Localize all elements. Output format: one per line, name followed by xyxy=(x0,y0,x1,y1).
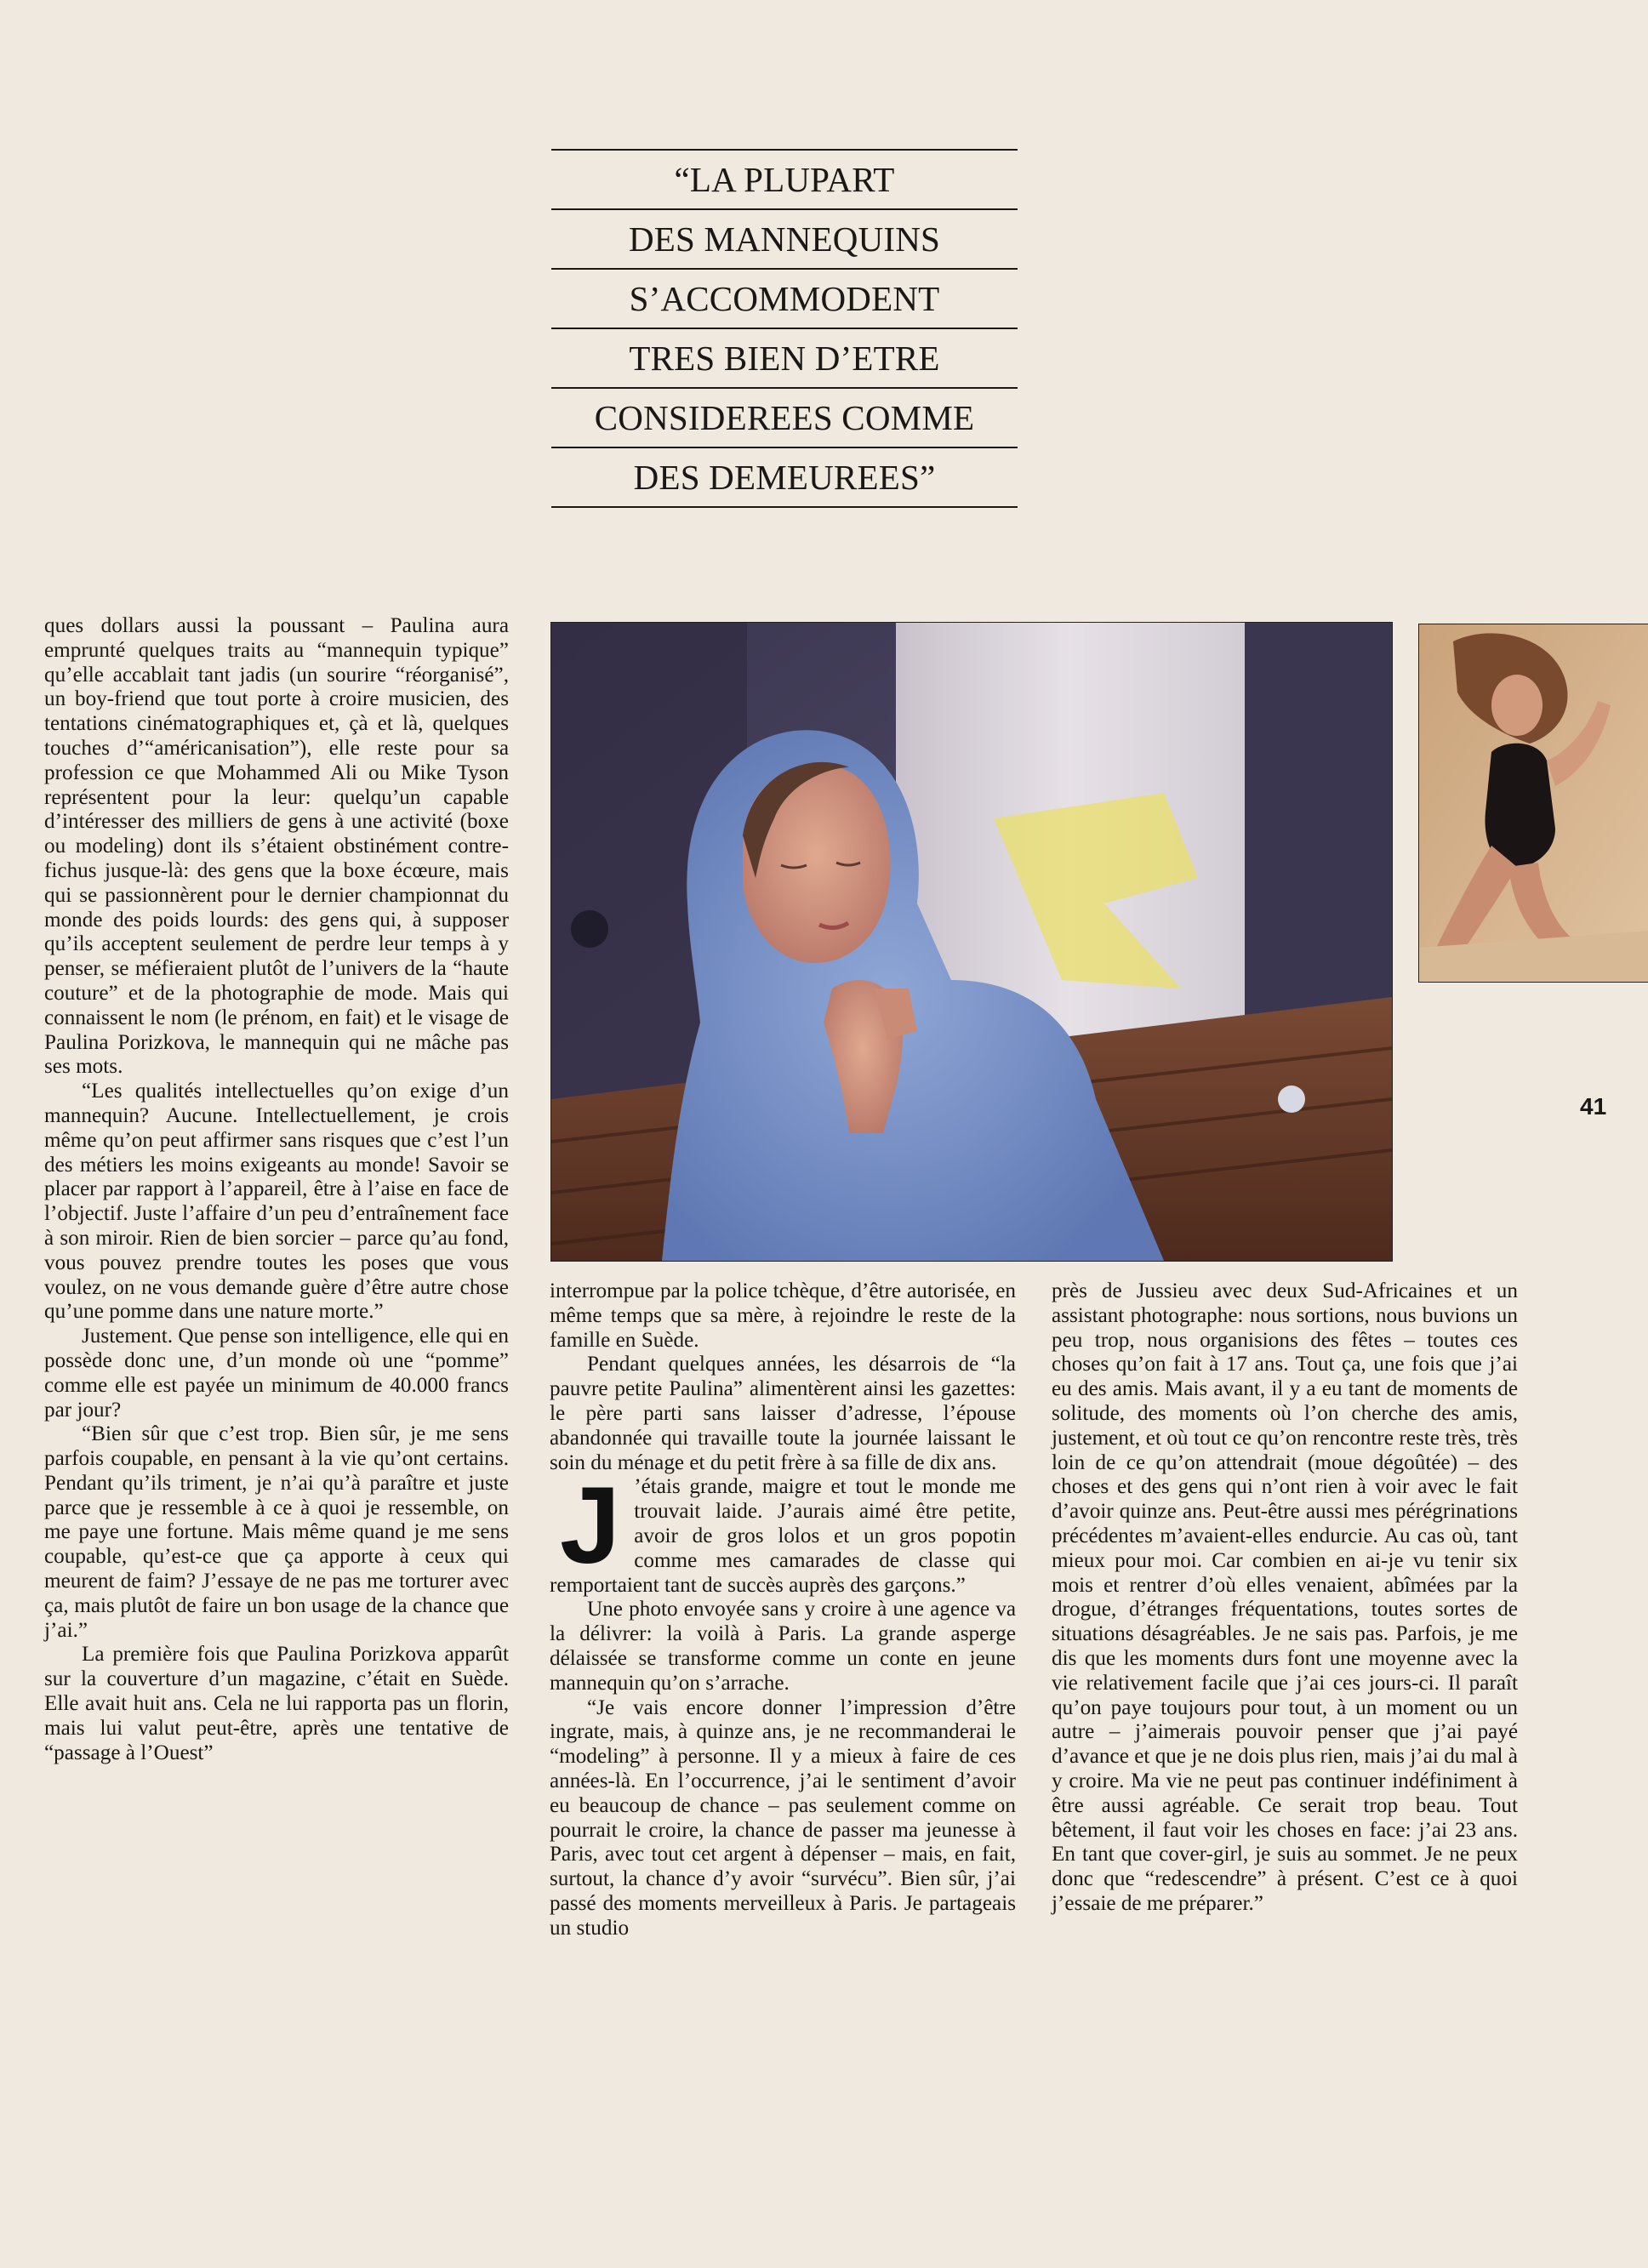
side-photo-illustration xyxy=(1419,624,1648,982)
pull-quote-line: TRES BIEN D’ETRE xyxy=(551,328,1018,387)
main-photo xyxy=(550,622,1393,1262)
article-column-2 xyxy=(550,1279,1016,1941)
dropcap-paragraph-text: ’étais grande, maigre et tout le monde me trouvait laide. J’aurais aimé être petite, avoir de gros lolos et un gros popotin comme mes camarades de classe qui remportaient tant de succès auprès des garçons.” xyxy=(550,1475,1016,1597)
drop-cap: J xyxy=(560,1465,621,1587)
dropcap-paragraph xyxy=(550,1465,1016,1598)
paragraph: interrompue par la police tchèque, d’être autorisée, en même temps que sa mère, à rejoindre le reste de la famille en Suède. xyxy=(550,1279,1016,1352)
pull-quote-line: DES DEMEUREES” xyxy=(551,447,1018,508)
paragraph: ques dollars aussi la poussant – Paulina aura emprunté quelques traits au “mannequin typique” qu’elle accablait tant jadis (un sourire “réorganisé”, un boy-friend que tout porte à croire musicien, des tentations cinématographiques et, çà et là, quelques touches d’“américanisation”), elle reste pour sa profession ce que Mohammed Ali ou Mike Tyson représentent pour la leur: quelqu’un capable d’intéresser des milliers de gens à une activité (boxe ou modeling) dont ils s’étaient obstinément contre-fichus jusque-là: des gens que la boxe écœure, mais qui se passionnèrent pour le dernier championnat du monde des poids lourds: des gens qui, à supposer qu’ils acceptent seulement de perdre leur temps à y penser, se méfieraient plutôt de l’univers de la “haute couture” et de la photographie de mode. Mais qui connaissent le nom (le prénom, en fait) et le visage de Paulina Porizkova, le mannequin qui ne mâche pas ses mots. xyxy=(44,614,509,1079)
paragraph: “Je vais encore donner l’impression d’être ingrate, mais, à quinze ans, je ne recommanderai le “modeling” à personne. Il y a mieux à faire de ces années-là. En l’occurrence, j’ai le sentiment d’avoir eu beaucoup de chance – pas seulement comme on pourrait le croire, la chance de passer ma jeunesse à Paris, avec tout cet argent à dépenser – mais, en fait, surtout, la chance d’y avoir “survécu”. Bien sûr, j’ai passé des moments merveilleux à Paris. Je partageais un studio xyxy=(550,1695,1016,1940)
paragraph: près de Jussieu avec deux Sud-Africaines et un assistant photographe: nous sortions, nous buvions un peu trop, nous organisions des fêtes – toutes ces choses qu’on fait à 17 ans. Tout ça, une fois que j’ai eu des amis. Mais avant, il y a eu tant de moments de solitude, des moments où l’on cherche des amis, justement, et où tout ce qu’on rencontre reste très, très loin de ce qu’on attendrait (moue dégoûtée) – des choses et des gens qui n’ont rien à voir avec le fait d’avoir quinze ans. Peut-être aussi mes pérégrinations précédentes m’avaient-elles endurcie. Au cas où, tant mieux pour moi. Car combien en ai-je vu tenir six mois et rentrer d’où elles venaient, abîmées par la drogue, d’étranges fréquentations, toutes sortes de situations désagréables. Je ne sais pas. Parfois, je me dis que les moments durs font une moyenne avec la vie relativement facile que j’ai ces jours-ci. Il paraît qu’on paye toujours pour tout, à un moment ou un autre – j’aimerais pouvoir penser que j’ai payé d’avance et que je ne dois plus rien, mais j’ai du mal à y croire. Ma vie ne peut pas continuer indéfiniment à être aussi agréable. Ce serait trop beau. Tout bêtement, il faut voir les choses en face: j’ai 23 ans. En tant que cover-girl, je suis au sommet. Je ne peux donc que “redescendre” à présent. C’est ce à quoi j’essaie de me préparer.” xyxy=(1052,1279,1518,1915)
article-column-1 xyxy=(44,614,509,1765)
paragraph: Pendant quelques années, les désarrois de “la pauvre petite Paulina” alimentèrent ainsi les gazettes: le père parti sans laisser d’adresse, l’épouse abandonnée qui travaille toute la journée laissant le soin du ménage et du petit frère à sa fille de dix ans. xyxy=(550,1353,1016,1474)
paragraph: “Les qualités intellectuelles qu’on exige d’un mannequin? Aucune. Intellectuellement, je crois même qu’on peut affirmer sans risques que c’est l’un des métiers les moins exigeants au monde! Savoir se placer par rapport à l’appareil, être à l’aise en face de l’objectif. Juste l’affaire d’un peu d’entraînement face à son miroir. Rien de bien sorcier – parce qu’au fond, vous pouvez prendre toutes les poses que vous voulez, on ne vous demande guère d’être autre chose qu’une pomme dans une nature morte.” xyxy=(44,1080,509,1324)
paragraph: “Bien sûr que c’est trop. Bien sûr, je me sens parfois coupable, en pensant à la vie qu’ont certains. Pendant qu’ils triment, je n’ai qu’à paraître et juste parce que je ressemble à ce à quoi je ressemble, on me paye une fortune. Mais même quand je me sens coupable, qu’est-ce que ça apporte à ceux qui meurent de faim? J’essaye de ne pas me torturer avec ça, mais plutôt de faire un bon usage de la chance que j’ai.” xyxy=(44,1422,509,1642)
pull-quote-line: CONSIDEREES COMME xyxy=(551,387,1018,447)
paragraph: Justement. Que pense son intelligence, elle qui en possède donc une, d’un monde où une “pomme” comme elle est payée un minimum de 40.000 francs par jour? xyxy=(44,1325,509,1422)
pull-quote-line: S’ACCOMMODENT xyxy=(551,268,1018,328)
paragraph: Une photo envoyée sans y croire à une agence va la délivrer: la voilà à Paris. La grande asperge délaissée se transforme comme un conte en jeune mannequin qu’on s’arrache. xyxy=(550,1598,1016,1695)
paragraph: La première fois que Paulina Porizkova apparût sur la couverture d’un magazine, c’était en Suède. Elle avait huit ans. Cela ne lui rapporta pas un florin, mais lui valut peut-être, après une tentative de “passage à l’Ouest” xyxy=(44,1643,509,1764)
pull-quote-line: DES MANNEQUINS xyxy=(551,208,1018,268)
main-photo-illustration xyxy=(551,623,1392,1261)
article-column-3 xyxy=(1052,1279,1518,1917)
pull-quote-line: “LA PLUPART xyxy=(551,149,1018,208)
pull-quote xyxy=(551,149,1018,508)
side-photo xyxy=(1418,624,1648,983)
page-number: 41 xyxy=(1580,1093,1607,1120)
